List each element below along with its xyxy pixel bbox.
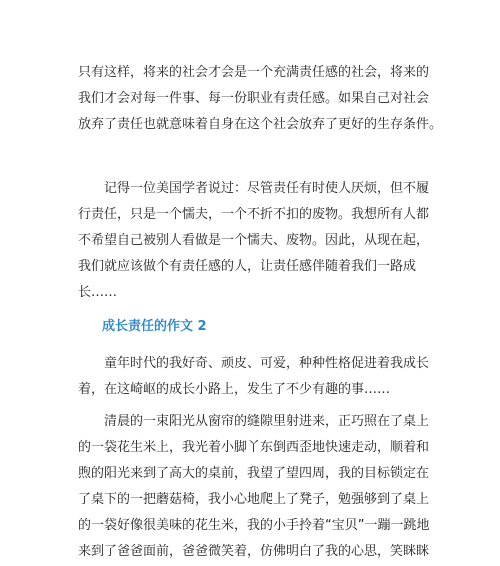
paragraph-3 <box>78 351 428 403</box>
text-line: 长…… <box>78 285 118 300</box>
text-line: 来到了爸爸面前，爸爸微笑着，仿佛明白了我的心思，笑眯眯 <box>78 544 430 559</box>
text-line: 只有这样，将来的社会才会是一个充满责任感的社会，将来的 <box>78 65 430 80</box>
text-line: 的一袋花生米上，我光着小脚丫东倒西歪地快速走动，顺着和 <box>78 440 430 455</box>
text-line: 的一袋好像很美味的花生米，我的小手拎着“宝贝”一蹦一跳地 <box>78 518 430 533</box>
text-line: 记得一位美国学者说过：尽管责任有时使人厌烦，但不履 <box>78 181 430 196</box>
paragraph-1 <box>78 60 443 138</box>
text-line: 我们才会对每一件事、每一份职业有责任感。如果自己对社会 <box>78 91 430 106</box>
text-line: 清晨的一束阳光从窗帘的缝隙里射进来，正巧照在了桌上 <box>78 414 430 429</box>
paragraph-4 <box>78 409 428 565</box>
text-line: 行责任，只是一个懦夫，一个不折不扣的废物。我想所有人都 <box>78 207 430 222</box>
text-line: 着，在这崎岖的成长小路上，发生了不少有趣的事…… <box>78 382 391 397</box>
text-line: 了桌下的一把蘑菇椅，我小心地爬上了凳子，勉强够到了桌上 <box>78 492 430 507</box>
text-line: 放弃了责任也就意味着自身在这个社会放弃了更好的生存条件。 <box>78 117 443 132</box>
text-line: 煦的阳光来到了高大的桌前，我望了望四周，我的目标锁定在 <box>78 466 430 481</box>
text-line: 不希望自己被别人看做是一个懦夫、废物。因此，从现在起， <box>78 233 430 248</box>
paragraph-2 <box>78 176 428 306</box>
section-heading: 成长责任的作文 2 <box>102 319 207 334</box>
text-line: 童年时代的我好奇、顽皮、可爱，种种性格促进着我成长 <box>78 356 430 371</box>
text-line: 我们就应该做个有责任感的人，让责任感伴随着我们一路成 <box>78 259 417 274</box>
